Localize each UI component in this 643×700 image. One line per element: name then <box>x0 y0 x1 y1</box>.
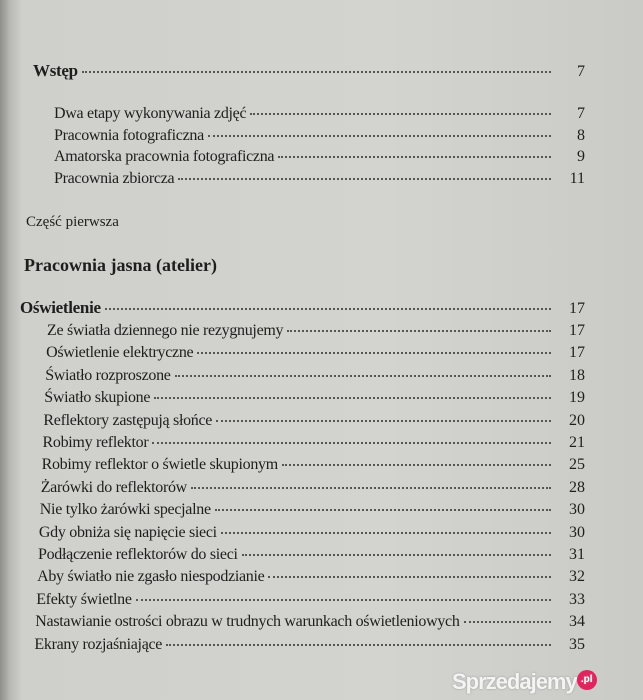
entry-page: 11 <box>569 170 585 188</box>
entry-page: 32 <box>568 568 585 586</box>
entry-label: Reflektory zastępują słońce <box>43 411 213 429</box>
entry-page: 7 <box>577 63 585 80</box>
entry-page: 20 <box>568 411 585 429</box>
entry-page: 7 <box>577 105 585 122</box>
part-label: Część pierwsza <box>26 214 119 230</box>
dot-leader <box>216 420 551 422</box>
entry-page: 19 <box>568 389 585 407</box>
entry-label: Nastawianie ostrości obrazu w trudnych warunkach oświetleniowych <box>35 613 460 631</box>
dot-leader <box>152 442 551 444</box>
toc-entry <box>45 367 585 385</box>
entry-label: Efekty świetlne <box>36 590 132 608</box>
toc-entry <box>43 412 585 430</box>
toc-entry <box>54 170 585 188</box>
entry-label: Pracownia zbiorcza <box>54 170 175 188</box>
dot-leader <box>178 178 551 180</box>
dot-leader <box>136 599 551 601</box>
toc-entry <box>41 479 585 497</box>
dot-leader <box>278 156 551 158</box>
dot-leader <box>208 135 551 137</box>
entry-page: 21 <box>569 434 585 451</box>
dot-leader <box>242 554 551 556</box>
dot-leader <box>166 644 551 646</box>
watermark-text: Sprzedajemy <box>452 669 577 694</box>
dot-leader <box>221 532 551 534</box>
entry-label: Gdy obniża się napięcie sieci <box>38 523 217 541</box>
entry-label: Oświetlenie <box>20 298 101 317</box>
entry-label: Pracownia fotograficzna <box>54 126 204 144</box>
entry-page: 25 <box>568 456 585 474</box>
entry-label: Światło rozproszone <box>45 366 171 384</box>
entry-page: 17 <box>569 300 585 317</box>
entry-label: Nie tylko żarówki specjalne <box>39 501 211 519</box>
dot-leader <box>268 576 551 578</box>
entry-page: 30 <box>568 501 585 519</box>
toc-entry <box>47 322 585 340</box>
entry-page: 17 <box>568 344 585 362</box>
toc-entry <box>34 636 585 654</box>
entry-label: Amatorska pracownia fotograficzna <box>54 148 275 166</box>
toc-entry <box>54 105 585 123</box>
entry-page: 8 <box>577 126 585 144</box>
toc-entry <box>38 546 585 564</box>
entry-label: Wstęp <box>33 61 78 80</box>
entry-label: Robimy reflektor <box>42 434 149 451</box>
toc-entry <box>36 591 585 609</box>
toc-entry <box>46 344 585 362</box>
entry-label: Aby światło nie zgasło niespodzianie <box>37 568 265 586</box>
entry-label: Żarówki do reflektorów <box>40 478 187 496</box>
watermark-logo <box>452 670 597 694</box>
entry-page: 28 <box>568 478 585 496</box>
dot-leader <box>287 330 551 332</box>
toc-entry-intro <box>33 62 585 81</box>
entry-page: 9 <box>577 148 585 166</box>
dot-leader <box>250 113 551 115</box>
entry-page: 18 <box>568 366 585 384</box>
dot-leader <box>282 464 551 466</box>
toc-entry <box>40 501 585 519</box>
entry-page: 31 <box>569 546 585 563</box>
dot-leader <box>175 375 551 377</box>
entry-page: 35 <box>568 635 585 653</box>
toc-entry <box>44 389 585 407</box>
toc-entry <box>35 613 585 631</box>
dot-leader <box>197 352 551 354</box>
dot-leader <box>154 397 551 399</box>
toc-entry-chapter <box>20 299 585 318</box>
dot-leader <box>82 71 551 73</box>
entry-label: Oświetlenie elektryczne <box>46 344 194 362</box>
entry-label: Podłączenie reflektorów do sieci <box>38 546 238 563</box>
dot-leader <box>464 621 551 623</box>
entry-label: Robimy reflektor o świetle skupionym <box>41 456 278 474</box>
entry-label: Dwa etapy wykonywania zdjęć <box>54 105 247 122</box>
entry-label: Ze światła dziennego nie rezygnujemy <box>47 322 284 339</box>
entry-page: 34 <box>568 613 585 631</box>
dot-leader <box>105 308 551 310</box>
dot-leader <box>215 509 551 511</box>
part-title: Pracownia jasna (atelier) <box>24 255 217 275</box>
entry-page: 17 <box>569 322 585 339</box>
toc-entry <box>54 127 585 145</box>
toc-entry <box>39 524 585 542</box>
toc-entry <box>42 456 585 474</box>
toc-entry <box>43 434 586 452</box>
entry-label: Światło skupione <box>44 389 151 407</box>
entry-page: 30 <box>568 523 585 541</box>
entry-page: 33 <box>568 590 585 608</box>
entry-label: Ekrany rozjaśniające <box>34 635 163 653</box>
dot-leader <box>191 487 551 489</box>
toc-entry <box>54 148 585 166</box>
watermark-suffix: .pl <box>577 670 597 690</box>
toc-entry <box>37 568 585 586</box>
